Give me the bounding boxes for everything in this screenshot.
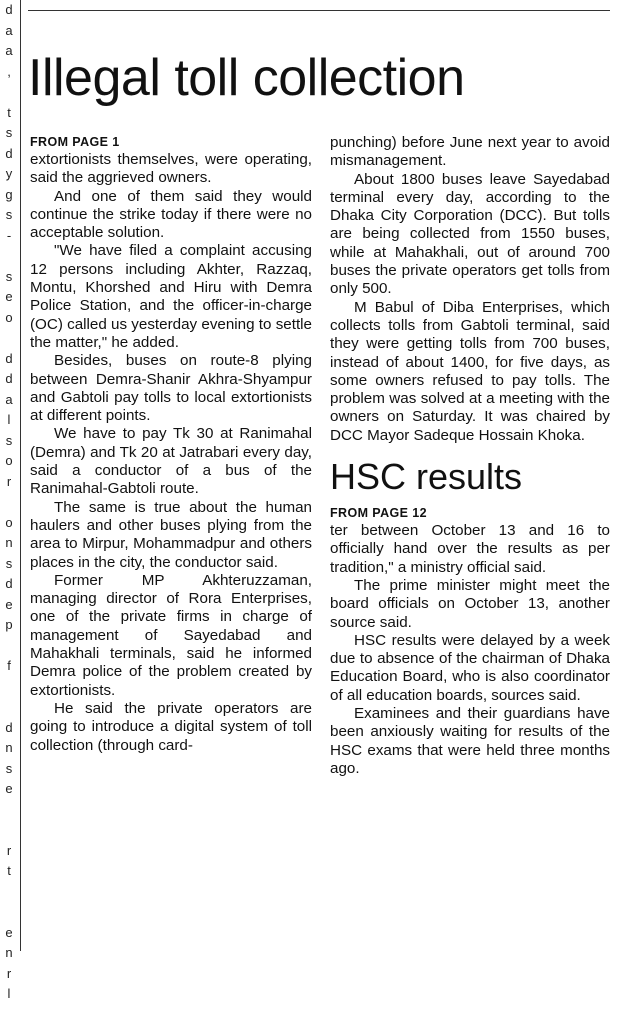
paragraph: Besides, buses on route-8 plying between Demra-Shanir Akhra-Shyampur and Gabtoli pay tolls to local extortionists at different points. [30, 352, 312, 425]
kicker-from-page-1: FROM PAGE 1 [30, 134, 312, 150]
edge-fragment: n [0, 738, 18, 759]
paragraph: extortionists themselves, were operating, said the aggrieved owners. [30, 151, 312, 188]
edge-fragment: f [0, 656, 18, 677]
edge-fragment: o [0, 513, 18, 534]
edge-fragment: n [0, 943, 18, 964]
edge-fragment: s [0, 759, 18, 780]
edge-fragment: e [0, 595, 18, 616]
edge-fragment: s [0, 123, 18, 144]
paragraph: And one of them said they would continue the strike today if there were no acceptable solution. [30, 188, 312, 243]
kicker-from-page-12: FROM PAGE 12 [330, 505, 610, 521]
edge-fragment: s [0, 431, 18, 452]
edge-fragment: l [0, 410, 18, 431]
edge-fragment: s [0, 267, 18, 288]
edge-fragment: , [0, 62, 18, 83]
edge-fragment [0, 882, 18, 903]
edge-fragment: d [0, 0, 18, 21]
edge-fragment [0, 492, 18, 513]
paragraph: M Babul of Diba Enterprises, which collects tolls from Gabtoli terminal, said they were getting tolls from 700 buses, instead of about 1400, for five days, as some owners refused to pay tolls. The problem was solved at a meeting with the owners on Saturday. It was chaired by DCC Mayor Sadeque Hossain Khoka. [330, 299, 610, 445]
edge-fragment: d [0, 369, 18, 390]
edge-fragment: a [0, 390, 18, 411]
edge-fragment: a [0, 21, 18, 42]
edge-fragment: l [0, 984, 18, 1005]
edge-fragment: g [0, 185, 18, 206]
paragraph: Examinees and their guardians have been anxiously waiting for results of the HSC exams that were held three months ago. [330, 705, 610, 778]
paragraph: "We have filed a complaint accusing 12 persons including Akhter, Razzaq, Montu, Khorshed and Hiru with Demra Police Station, and the officer-in-charge (OC) called us yesterday evening to settle the matter," he added. [30, 242, 312, 352]
paragraph: The prime minister might meet the board officials on October 13, another source said. [330, 577, 610, 632]
edge-fragment: d [0, 574, 18, 595]
edge-fragment: r [0, 472, 18, 493]
edge-fragment: y [0, 164, 18, 185]
edge-fragment [0, 636, 18, 657]
headline: Illegal toll collection [28, 48, 618, 108]
edge-fragment: s [0, 205, 18, 226]
paragraph: ter between October 13 and 16 to officially hand over the results as per tradition," a ministry official said. [330, 522, 610, 577]
edge-fragment [0, 677, 18, 698]
edge-fragment: r [0, 964, 18, 985]
adjacent-column-fragments [0, 0, 18, 951]
edge-fragment: t [0, 103, 18, 124]
edge-fragment: t [0, 861, 18, 882]
edge-fragment: d [0, 718, 18, 739]
right-column [330, 134, 610, 778]
edge-fragment: o [0, 308, 18, 329]
paragraph: We have to pay Tk 30 at Ranimahal (Demra) and Tk 20 at Jatrabari every day, said a conductor of a bus of the Ranimahal-Gabtoli route. [30, 425, 312, 498]
edge-fragment [0, 697, 18, 718]
edge-fragment [0, 82, 18, 103]
column-divider [20, 0, 21, 951]
edge-fragment: d [0, 144, 18, 165]
edge-fragment: e [0, 923, 18, 944]
edge-fragment: - [0, 226, 18, 247]
edge-fragment: n [0, 533, 18, 554]
edge-fragment: r [0, 841, 18, 862]
paragraph: punching) before June next year to avoid mismanagement. [330, 134, 610, 171]
paragraph: HSC results were delayed by a week due to absence of the chairman of Dhaka Education Board, who is also coordinator of all education boards, sources said. [330, 632, 610, 705]
left-column [30, 134, 312, 755]
edge-fragment: e [0, 287, 18, 308]
edge-fragment [0, 902, 18, 923]
paragraph: The same is true about the human haulers and other buses plying from the area to Mirpur, Mohammadpur and others places in the city, the conductor said. [30, 499, 312, 572]
paragraph: About 1800 buses leave Sayedabad terminal every day, according to the Dhaka City Corporation (DCC). But tolls are being collected from 1550 buses, while at Mahakhali, out of around 700 buses the private operators get tolls from only 500. [330, 171, 610, 299]
edge-fragment [0, 328, 18, 349]
edge-fragment: e [0, 779, 18, 800]
edge-fragment: d [0, 349, 18, 370]
edge-fragment: a [0, 41, 18, 62]
top-rule [28, 10, 610, 11]
edge-fragment: s [0, 554, 18, 575]
paragraph: He said the private operators are going to introduce a digital system of toll collection (through card- [30, 700, 312, 755]
edge-fragment [0, 820, 18, 841]
edge-fragment: o [0, 451, 18, 472]
second-story-headline: HSC results [330, 455, 610, 499]
edge-fragment [0, 246, 18, 267]
paragraph: Former MP Akhteruzzaman, managing director of Rora Enterprises, one of the private firms in charge of management of Sayedabad and Mahakhali terminals, said he informed Demra police of the problem created by extortionists. [30, 572, 312, 700]
edge-fragment [0, 800, 18, 821]
edge-fragment: p [0, 615, 18, 636]
edge-fragment [0, 1005, 18, 1025]
